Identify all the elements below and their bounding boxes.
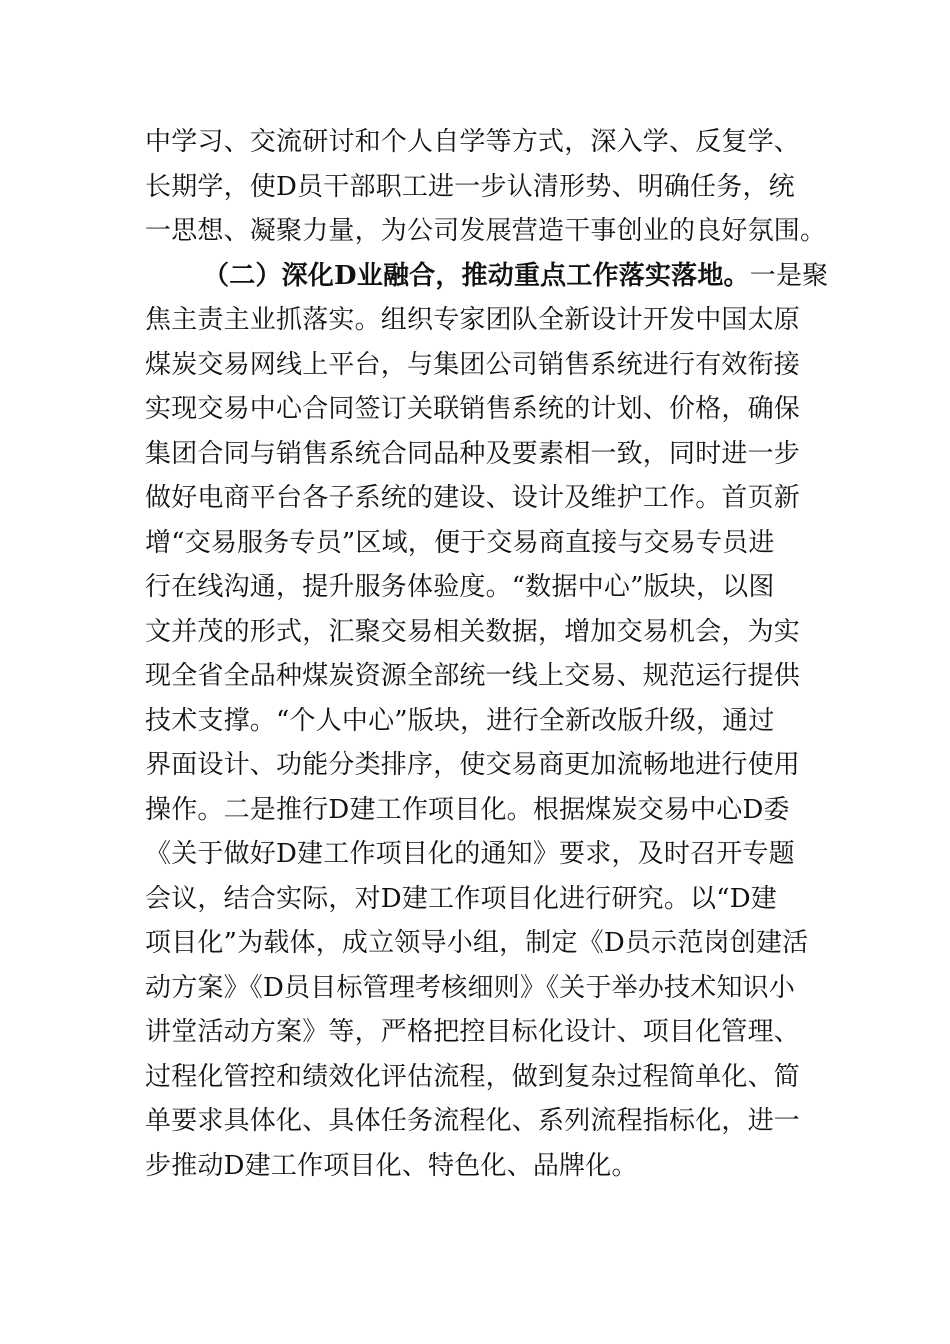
- text-line-6: 煤炭交易网线上平台，与集团公司销售系统进行有效衔接: [145, 349, 801, 380]
- text-line-2: 长期学，使D员干部职工进一步认清形势、明确任务，统: [145, 171, 795, 202]
- body-text: [145, 120, 829, 1188]
- heading-continuation: 一是聚: [749, 260, 829, 291]
- text-line-13: 现全省全品种煤炭资源全部统一线上交易、规范运行提供: [145, 661, 801, 691]
- text-line-16: 操作。二是推行D建工作项目化。根据煤炭交易中心D委: [145, 794, 790, 825]
- text-line-14: 技术支撑。“个人中心”版块，进行全新改版升级，通过: [145, 705, 775, 736]
- text-line-15: 界面设计、功能分类排序，使交易商更加流畅地进行使用: [145, 750, 801, 780]
- text-line-8: 集团合同与销售系统合同品种及要素相一致，同时进一步: [145, 438, 801, 469]
- text-line-19: 项目化”为载体，成立领导小组，制定《D员示范岗创建活: [145, 928, 809, 958]
- text-line-24: 步推动D建工作项目化、特色化、品牌化。: [145, 1150, 638, 1181]
- text-line-1: 中学习、交流研讨和个人自学等方式，深入学、反复学、: [145, 127, 801, 157]
- text-line-21: 讲堂活动方案》等，严格把控目标化设计、项目化管理、: [145, 1017, 801, 1047]
- text-line-10: 增“交易服务专员”区域，便于交易商直接与交易专员进: [145, 527, 775, 558]
- text-line-12: 文并茂的形式，汇聚交易相关数据，增加交易机会，为实: [145, 616, 801, 647]
- text-line-3: 一思想、凝聚力量，为公司发展营造干事创业的良好氛围。: [145, 216, 827, 246]
- text-line-9: 做好电商平台各子系统的建设、设计及维护工作。首页新: [145, 483, 801, 513]
- section-heading-line: [145, 254, 829, 299]
- text-line-17: 《关于做好D建工作项目化的通知》要求，及时召开专题: [145, 839, 795, 869]
- text-line-11: 行在线沟通，提升服务体验度。“数据中心”版块，以图: [145, 572, 775, 602]
- text-line-22: 过程化管控和绩效化评估流程，做到复杂过程简单化、简: [145, 1061, 801, 1092]
- text-line-5: 焦主责主业抓落实。组织专家团队全新设计开发中国太原: [145, 305, 801, 335]
- text-line-23: 单要求具体化、具体任务流程化、系列流程指标化，进一: [145, 1106, 801, 1136]
- text-line-7: 实现交易中心合同签订关联销售系统的计划、价格，确保: [145, 394, 801, 424]
- text-line-20: 动方案》《D员目标管理考核细则》《关于举办技术知识小: [145, 972, 796, 1003]
- section-heading: （二）深化D业融合，推动重点工作落实落地。: [203, 260, 750, 291]
- text-line-18: 会议，结合实际，对D建工作项目化进行研究。以“D建: [145, 883, 777, 914]
